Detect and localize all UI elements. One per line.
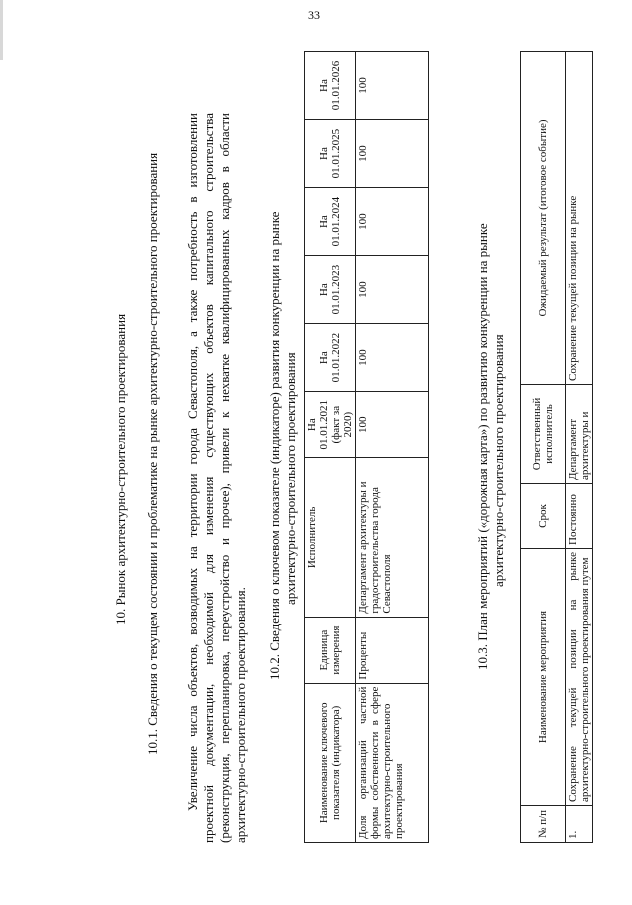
header-2022: На 01.01.2022 (305, 324, 356, 392)
paragraph-line-4: архитектурно-строительного проектирования. (233, 587, 248, 843)
paragraph-line-2: проектной документации, необходимой для изменения существующих объектов капитального строительства (201, 113, 216, 843)
subsection-1-title: 10.1. Сведения о текущем состоянии и проблематике на рынке архитектурно-строительного проектирования (145, 152, 160, 755)
cell-unit: Проценты (356, 617, 429, 683)
subsection-2-title-line-2: архитектурно-строительного проектирования (283, 352, 298, 605)
cell-term: Постоянно (566, 484, 593, 549)
header-2024: На 01.01.2024 (305, 188, 356, 256)
cell-num: 1. (566, 806, 593, 843)
header-name: Наименование мероприятия (521, 549, 566, 806)
subsection-3-title-line-2: архитектурно-строительного проектирования (491, 334, 506, 587)
page-number: 33 (308, 8, 320, 22)
cell-2026: 100 (356, 52, 429, 120)
cell-responsible: Департамент архитектуры и (566, 385, 593, 484)
cell-2022: 100 (356, 324, 429, 392)
header-indicator: Наименование ключевого показателя (индикатора) (305, 683, 356, 842)
indicator-table (304, 51, 429, 843)
section-title: 10. Рынок архитектурно-строительного проектирования (113, 313, 128, 625)
cell-2024: 100 (356, 188, 429, 256)
header-2023: На 01.01.2023 (305, 256, 356, 324)
subsection-2-title-line-1: 10.2. Сведения о ключевом показателе (индикаторе) развития конкуренции на рынке (267, 211, 282, 680)
paragraph-line-1: Увеличение числа объектов, возводимых на территории города Севастополя, а также потребность в изготовлении (185, 113, 200, 811)
cell-executor: Департамент архитектуры и градостроительства города Севастополя (356, 458, 429, 617)
table-row (356, 52, 429, 843)
header-num: № п/п (521, 806, 566, 843)
cell-indicator: Доля организаций частной формы собственности в сфере архитектурно-строительного проектирования (356, 683, 429, 842)
subsection-3-title-line-1: 10.3. План мероприятий («дорожная карта») по развитию конкуренции на рынке (475, 223, 490, 670)
header-result: Ожидаемый результат (итоговое событие) (521, 52, 566, 385)
cell-2021: 100 (356, 392, 429, 458)
header-2021: На 01.01.2021 (факт за 2020) (305, 392, 356, 458)
header-executor: Исполнитель (305, 458, 356, 617)
indicator-table-header-row (305, 52, 356, 843)
header-responsible: Ответственный исполнитель (521, 385, 566, 484)
header-term: Срок (521, 484, 566, 549)
cell-result: Сохранение текущей позиции на рынке (566, 52, 593, 385)
header-unit: Единица измерения (305, 617, 356, 683)
cell-2025: 100 (356, 120, 429, 188)
paragraph-line-3: (реконструкция, перепланировка, переустройство и прочее), привели к нехватке квалифицированных кадров в области (217, 113, 232, 843)
header-2026: На 01.01.2026 (305, 52, 356, 120)
header-2025: На 01.01.2025 (305, 120, 356, 188)
roadmap-table-header-row (521, 52, 566, 843)
table-row (566, 52, 593, 843)
cell-name: Сохранение текущей позиции на рынке архитектурно-строительного проектирования путем (566, 549, 593, 806)
roadmap-table (520, 51, 593, 843)
cell-2023: 100 (356, 256, 429, 324)
